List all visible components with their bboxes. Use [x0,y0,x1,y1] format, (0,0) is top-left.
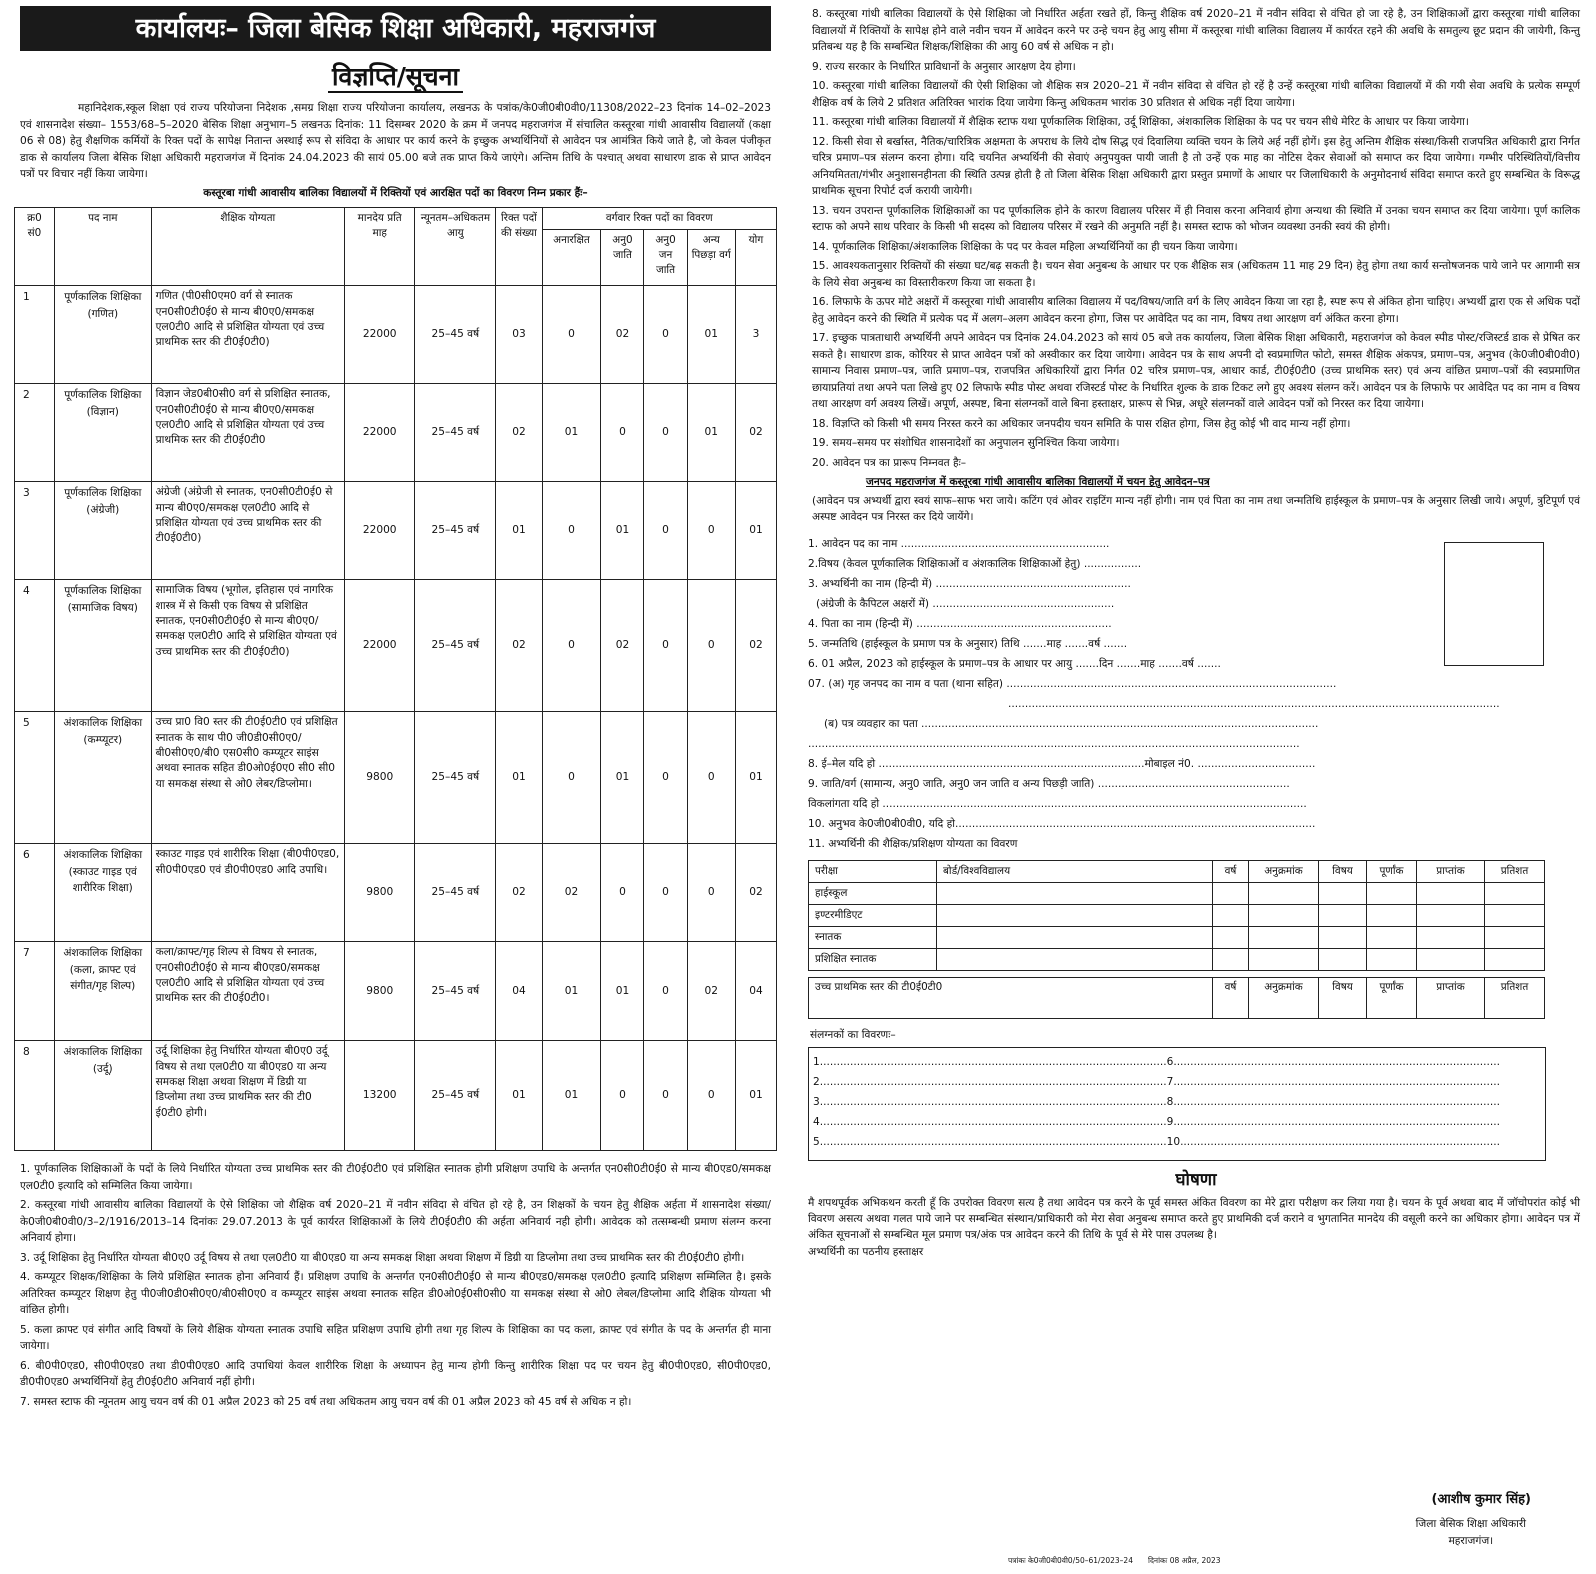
cell-vacancies: 02 [496,844,542,942]
enclosures-label: संलग्नकों का विवरणः– [810,1028,896,1041]
cell-sc: 01 [601,942,644,1041]
tet-table [808,977,1545,1019]
cell-qualification: स्काउट गाइड एवं शारीरिक शिक्षा (बी0पी0एड0, सी0पी0एड0 एवं डी0पी0एड0 आदि उपाधि। [151,844,344,942]
cell-st: 0 [644,286,687,384]
edu-empty-cell [1485,882,1545,904]
cell-vacancies: 04 [496,942,542,1041]
cell-sno: 7 [15,942,55,1041]
header-sc: अनु0 जाति [601,230,644,286]
note-item: 5. कला क्राफ्ट एवं संगीत आदि विषयों के लिये शैक्षिक योग्यता स्नातक उपाधि सहित प्रशिक्षण उपाधि होगी तथा गृह शिल्प के शिक्षिका का पद कला, क्राफ्ट एवं संगीत के पद के अन्तर्गत ही माना जायेगा। [20,1323,771,1353]
cell-unreserved: 01 [542,942,601,1041]
edu-empty-cell [1249,904,1319,926]
form-field: 5. जन्मतिथि (हाईस्कूल के प्रमाण पत्र के अनुसार) तिथि .......माह .......वर्ष ....... [808,637,1128,650]
tet-header-cell: पूर्णांक [1367,977,1417,1018]
intro-paragraph: महानिदेशक,स्कूल शिक्षा एवं राज्य परियोजना निदेशक ,समग्र शिक्षा राज्य परियोजना कार्यालय, लखनऊ के पत्रांक/के0जी0बी0वी0/11308/2022–23 दिनांक 14–02–2023 एवं शासनादेश संख्या– 1553/68–5–2020 बेसिक शिक्षा अनुभाग–5 लखनऊ दिनांक: 11 दिसम्बर 2020 के क्रम में जनपद महराजगंज में संचालित कस्तूरबा गांधी आवासीय विद्यालयों (कक्षा 06 से 08) हेतु शैक्षणिक कर्मियों के रिक्त पदों के सापेक्ष नितान्त अस्थाई रूप से संविदा के आधार पर कार्य करने के इच्छुक अभ्यर्थिनियों से आवेदन पत्र आमंत्रित किये जाते है, जो केवल पंजीकृत डाक से कार्यालय जिला बेसिक शिक्षा अधिकारी महराजगंज में दिनांक 24.04.2023 की सायं 05.00 बजे तक प्राप्त किये जाएंगे। अन्तिम तिथि के पश्चात् अथवा साधारण डाक से प्राप्त आवेदन पत्रों पर विचार नहीं किया जायेगा। [20,102,771,181]
note-item: 2. कस्तूरबा गांधी आवासीय बालिका विद्यालयों के ऐसे शिक्षिका जो शैक्षिक वर्ष 2020–21 में नवीन संविदा से वंचित हो रहे है, उन शिक्षकों के चयन हेतु शैक्षिक अर्हता में शासनादेश संख्या/के0जी0बी0वी0/3–2/1916/2013–14 दिनांकः 29.07.2013 के पूर्व कार्यरत शिक्षिकाओं के लिये टी0ई0टी0 की अर्हता अनिवार्य नही होगी। आवेदक को तत्सम्बन्धी प्रमाण संलग्न करना अनिवार्य होगा। [20,1199,771,1245]
header-honorarium: मानदेय प्रति माह [345,208,415,286]
edu-header-cell: बोर्ड/विश्वविद्यालय [937,860,1213,882]
edu-header-cell: प्रतिशत [1485,860,1545,882]
form-field: (ब) पत्र व्यवहार का पता ...................................................................................................................... [824,717,1319,730]
cell-unreserved: 0 [542,712,601,844]
signatory-name: (आशीष कुमार सिंह) [1431,1492,1531,1507]
cell-age: 25–45 वर्ष [415,482,496,580]
cell-total: 02 [735,844,776,942]
edu-header-cell: परीक्षा [809,860,937,882]
cell-obc: 02 [687,942,735,1041]
cell-unreserved: 0 [542,580,601,712]
table-row [15,384,777,482]
edu-empty-cell [1367,904,1417,926]
reference-date: दिनांकः 08 अप्रैल, 2023 [1148,1556,1221,1565]
cell-sno: 8 [15,1041,55,1151]
cell-honorarium: 22000 [345,384,415,482]
rule-item: 18. विज्ञप्ति को किसी भी समय निरस्त करने का अधिकार जनपदीय चयन समिति के पास रक्षित होगा, जिस हेतु कोई भी वाद मान्य नहीं होगा। [812,417,1351,430]
enclosure-line: 5.......................................................................................................10............................................................................................... [813,1136,1500,1149]
right-column [808,6,1584,1260]
rule-item: 17. इच्छुक पात्रताधारी अभ्यर्थिनी अपने आवेदन पत्र दिनांक 24.04.2023 को सायं 05 बजे तक कार्यालय, जिला बेसिक शिक्षा अधिकारी, महराजगंज को केवल स्पीड पोस्ट/रजिस्टर्ड डाक से प्रेषित कर सकते है। साधारण डाक, कोरियर से प्राप्त आवेदन पत्रों को अस्वीकार कर दिया जायेगा। आवेदन पत्र के साथ अपनी दो स्वप्रमाणित फोटो, समस्त शैक्षिक अंकपत्र, प्रमाण–पत्र, अनुभव (के0जी0बी0वी0) सामान्य निवास प्रमाण–पत्र, जाति प्रमाण–पत्र, राजपत्रित अधिकारियों द्वारा निर्गत 02 चरित्र प्रमाण–पत्र, आधार कार्ड, टी0ई0टी0 (उच्च प्राथमिक स्तर) एवं अन्य वांछित प्रमाण–पत्रों की स्वप्रमाणित छायाप्रतियां तथा अपने पता लिखे हुए 02 लिफाफे स्पीड पोस्ट अथवा रजिस्टर्ड पोस्ट के निर्धारित शुल्क के डाक टिकट लगे हुए अवश्य संलग्न करें। आवेदन पत्र के लिफाफे पर आवेदित पद का नाम व विषय तथा आरक्षण वर्ग अवश्य लिखें। अपूर्ण, अस्पष्ट, बिना संलग्नकों वाले बिना हस्ताक्षर, प्रारूप से भिन्न, अधूरे संलग्नकों वाले आवेदन पत्रों को निरस्त कर दिया जायेगा। [812,332,1580,411]
tet-header-cell: प्राप्तांक [1417,977,1485,1018]
edu-header-cell: अनुक्रमांक [1249,860,1319,882]
header-post: पद नाम [54,208,151,286]
cell-sc: 01 [601,712,644,844]
table-row [15,286,777,384]
cell-total: 01 [735,712,776,844]
cell-post: अंशकालिक शिक्षिका (उर्दू) [54,1041,151,1151]
rule-item: 8. कस्तूरबा गांधी बालिका विद्यालयों के ऐसे शिक्षिका जो निर्धारित अर्हता रखते हों, किन्तु शैक्षिक वर्ष 2020–21 में नवीन संविदा से वंचित हो जा रहे है, उन शिक्षिकाओं द्वारा कस्तूरबा गांधी बालिका विद्यालयों में रिक्तियों के सापेक्ष होने वाले नवीन चयन में आवेदन करने पर उन्हे चयन हेतु आयु सीमा में कस्तूरबा गांधी बालिका विद्यालय में कार्यरत रहने की अवधि के समतुल्य छूट प्रदान की जायेगी, किन्तु प्रतिबन्ध यह है कि सम्बन्धित शिक्षक/शिक्षिका की आयु 60 वर्ष से अधिक न हो। [812,8,1580,54]
edu-empty-cell [1319,904,1367,926]
cell-unreserved: 01 [542,384,601,482]
cell-st: 0 [644,384,687,482]
cell-total: 02 [735,580,776,712]
edu-empty-cell [1319,882,1367,904]
cell-qualification: उर्दू शिक्षिका हेतु निर्धारित योग्यता बी0ए0 उर्दू विषय से तथा एल0टी0 या बी0एड0 या अन्य समकक्ष शिक्षा अथवा शिक्षण में डिग्री या डिप्लोमा तथा उच्च प्राथमिक स्तर की टी0 ई0टी0 होगी। [151,1041,344,1151]
form-field: 1. आवेदन पद का नाम .............................................................. [808,537,1110,550]
cell-sno: 3 [15,482,55,580]
cell-sc: 02 [601,286,644,384]
edu-header-cell: पूर्णांक [1367,860,1417,882]
cell-sc: 0 [601,844,644,942]
cell-honorarium: 9800 [345,844,415,942]
cell-obc: 01 [687,384,735,482]
cell-sc: 02 [601,580,644,712]
edu-exam-cell: प्रशिक्षित स्नातक [809,948,937,970]
edu-empty-cell [937,904,1213,926]
cell-obc: 0 [687,580,735,712]
rule-item: 13. चयन उपरान्त पूर्णकालिक शिक्षिकाओं का पद पूर्णकालिक होने के कारण विद्यालय परिसर में ही निवास करना अनिवार्य होगा अन्यथा की स्थिति में उनका चयन समाप्त कर दिया जायेगा। पूर्ण कालिक स्टाफ को अपने साथ परिवार के किसी भी सदस्य को विद्यालय परिसर में रखने की अनुमति नहीं है। समस्त स्टाफ को भोजन व्यवस्था उनकी स्वयं की होगी। [812,204,1580,234]
edu-empty-cell [1485,926,1545,948]
edu-header-cell: वर्ष [1213,860,1249,882]
note-item: 7. समस्त स्टाफ की न्यूनतम आयु चयन वर्ष की 01 अप्रैल 2023 को 25 वर्ष तथा अधिकतम आयु चयन वर्ष की 01 अप्रैल 2023 को 45 वर्ष से अधिक न हो। [20,1395,632,1408]
tet-header-cell: वर्ष [1213,977,1249,1018]
cell-st: 0 [644,482,687,580]
cell-post: अंशकालिक शिक्षिका (स्काउट गाइड एवं शारीरिक शिक्षा) [54,844,151,942]
office-banner: कार्यालयः– जिला बेसिक शिक्षा अधिकारी, महराजगंज [20,6,771,51]
edu-row [809,904,1545,926]
cell-vacancies: 02 [496,580,542,712]
form-note: (आवेदन पत्र अभ्यर्थी द्वारा स्वयं साफ–साफ भरा जाये। कटिंग एवं ओवर राइटिंग मान्य नहीं होगी। नाम एवं पिता का नाम तथा जन्मतिथि हाईस्कूल के प्रमाण–पत्र के अनुसार लिखी जाये। अपूर्ण, त्रुटिपूर्ण एवं अस्पष्ट आवेदन पत्र निरस्त कर दिये जायेंगे। [812,494,1580,524]
rule-item: 10. कस्तूरबा गांधी बालिका विद्यालयों की ऐसी शिक्षिका जो शैक्षिक सत्र 2020–21 में नवीन संविदा से वंचित हो रहें है उन्हें कस्तूरबा गांधी बालिका विद्यालयों में की गयी सेवा अवधि के प्रत्येक सम्पूर्ण शैक्षिक वर्ष के लिये 2 प्रतिशत अतिरिक्त भारांक दिया जायेगा किन्तु अधिकतम भारांक 30 प्रतिशत से अधिक नहीं दिया जायेगा। [812,80,1580,109]
cell-qualification: उच्च प्रा0 वि0 स्तर की टी0ई0टी0 एवं प्रशिक्षित स्नातक के साथ पी0 जी0डी0सी0ए0/बी0सी0ए0/बी0 एस0सी0 कम्प्यूटर साइंस अथवा स्नातक सहित डी0ओ0ई0ए0 सी0 सी0 या समकक्ष संस्था से ओ0 लेबर/डिप्लोमा। [151,712,344,844]
table-row [15,1041,777,1151]
cell-obc: 0 [687,844,735,942]
cell-post: पूर्णकालिक शिक्षिका (गणित) [54,286,151,384]
edu-header-cell: विषय [1319,860,1367,882]
edu-row [809,948,1545,970]
cell-age: 25–45 वर्ष [415,384,496,482]
designation-line2: महराजगंज। [1448,1534,1494,1547]
signature-label: अभ्यर्थिनी का पठनीय हस्ताक्षर [808,1245,924,1258]
declaration-title: घोषणा [1175,1170,1217,1191]
cell-sno: 4 [15,580,55,712]
left-column [14,6,777,1413]
edu-empty-cell [937,926,1213,948]
cell-sno: 6 [15,844,55,942]
cell-post: पूर्णकालिक शिक्षिका (अंग्रेजी) [54,482,151,580]
header-st: अनु0 जन जाति [644,230,687,286]
cell-honorarium: 22000 [345,286,415,384]
edu-empty-cell [1213,882,1249,904]
form-title: जनपद महराजगंज में कस्तूरबा गांधी आवासीय बालिका विद्यालयों में चयन हेतु आवेदन–पत्र [866,476,1210,489]
enclosure-line: 2.......................................................................................................7................................................................................................. [813,1076,1500,1089]
cell-obc: 0 [687,482,735,580]
note-item: 6. बी0पी0एड0, सी0पी0एड0 तथा डी0पी0एड0 आदि उपाधियां केवल शारीरिक शिक्षा के अध्यापन हेतु मान्य होगी किन्तु शारीरिक शिक्षा पद पर चयन हेतु बी0पी0एड0, सी0पी0एड0, डी0पी0एड0 अभ्यर्थिनियों हेतु टी0ई0टी0 अनिवार्य नहीं होगी। [20,1359,771,1389]
cell-st: 0 [644,942,687,1041]
note-item: 4. कम्प्यूटर शिक्षक/शिक्षिका के लिये प्रशिक्षित स्नातक होना अनिवार्य हैं। प्रशिक्षण उपाधि के अन्तर्गत एन0सी0टी0ई0 से मान्य बी0एड0/समकक्ष एल0टी0 इत्यादि प्रशिक्षण सम्मिलित है। इसके अतिरिक्त कम्प्यूटर शिक्षण हेतु पी0जी0डी0सी0ए0/बी0सी0ए0 व कम्प्यूटर साइंस अथवा स्नातक सहित डी0ओ0ई0सी0सी0 या समकक्ष संस्था से ओ0 लेबल/डिप्लोमा आदि शैक्षिक योग्यता भी वांछित होगी। [20,1271,771,1317]
edu-empty-cell [1367,926,1417,948]
cell-honorarium: 13200 [345,1041,415,1151]
cell-post: अंशकालिक शिक्षिका (कम्प्यूटर) [54,712,151,844]
header-obc: अन्य पिछड़ा वर्ग [687,230,735,286]
header-qualification: शैक्षिक योग्यता [151,208,344,286]
notice-title-wrap [14,57,777,96]
note-item: 3. उर्दू शिक्षिका हेतु निर्धारित योग्यता बी0ए0 उर्दू विषय से तथा एल0टी0 या बी0एड0 या अन्य समकक्ष शिक्षा अथवा शिक्षण में डिग्री या डिप्लोमा तथा उच्च प्राथमिक स्तर की टी0ई0टी0 होगी। [20,1251,745,1264]
edu-empty-cell [1249,882,1319,904]
cell-total: 01 [735,482,776,580]
cell-age: 25–45 वर्ष [415,844,496,942]
cell-qualification: अंग्रेजी (अंग्रेजी से स्नातक, एन0सी0टी0ई0 से मान्य बी0ए0/समकक्ष एल0टी0 आदि से प्रशिक्षित योग्यता एवं उच्च प्राथमिक स्तर की टी0ई0टी0) [151,482,344,580]
edu-empty-cell [1485,948,1545,970]
cell-qualification: गणित (पी0सी0एम0 वर्ग से स्नातक एन0सी0टी0ई0 से मान्य बी0ए0/समकक्ष एल0टी0 आदि से प्रशिक्षित योग्यता एवं उच्च प्राथमिक स्तर की टी0ई0टी0) [151,286,344,384]
enclosures-box [808,1047,1546,1161]
photo-box [1444,542,1544,666]
cell-total: 3 [735,286,776,384]
cell-honorarium: 9800 [345,942,415,1041]
rule-item: 14. पूर्णकालिक शिक्षिका/अंशकालिक शिक्षिका के पद पर केवल महिला अभ्यर्थिनियों का ही चयन किया जायेगा। [812,240,1238,253]
table-row [15,712,777,844]
vacancy-table [14,207,777,1151]
edu-empty-cell [1485,904,1545,926]
edu-header-row [809,860,1545,882]
tet-row [809,977,1545,1018]
cell-honorarium: 22000 [345,482,415,580]
cell-age: 25–45 वर्ष [415,942,496,1041]
form-field: .................................................................................................................................................. [1008,697,1500,710]
cell-vacancies: 01 [496,1041,542,1151]
cell-obc: 0 [687,1041,735,1151]
header-unreserved: अनारक्षित [542,230,601,286]
form-field: 6. 01 अप्रैल, 2023 को हाईस्कूल के प्रमाण–पत्र के आधार पर आयु .......दिन .......माह .......वर्ष ....... [808,657,1221,670]
education-table [808,860,1545,971]
table-row [15,580,777,712]
form-field: 8. ई–मेल यदि हो ...............................................................................मोबाइल नं0. ................................... [808,757,1316,770]
cell-qualification: सामाजिक विषय (भूगोल, इतिहास एवं नागरिक शास्त्र में से किसी एक विषय से प्रशिक्षित स्नातक, एन0सी0टी0ई0 से मान्य बी0ए0/समकक्ष एल0टी0 आदि से प्रशिक्षित योग्यता एवं उच्च प्राथमिक स्तर की टी0ई0टी0) [151,580,344,712]
edu-exam-cell: स्नातक [809,926,937,948]
cell-total: 01 [735,1041,776,1151]
reference-letter-no: पत्रांकः के0जी0बी0वी0/50–61/2023–24 [1008,1556,1133,1565]
rule-item: 20. आवेदन पत्र का प्रारूप निम्नवत हैः– [812,456,967,469]
table-caption: कस्तूरबा गांधी आवासीय बालिका विद्यालयों में रिक्तियों एवं आरक्षित पदों का विवरण निम्न प्रकार हैंः– [203,186,588,199]
cell-sno: 5 [15,712,55,844]
edu-empty-cell [1417,882,1485,904]
rule-item: 9. राज्य सरकार के निर्धारित प्राविधानों के अनुसार आरक्षण देय होगा। [812,60,1076,73]
cell-age: 25–45 वर्ष [415,580,496,712]
edu-empty-cell [1213,926,1249,948]
edu-header-cell: प्राप्तांक [1417,860,1485,882]
cell-vacancies: 01 [496,482,542,580]
edu-empty-cell [1367,882,1417,904]
form-fields [808,536,1584,856]
form-field: 4. पिता का नाम (हिन्दी में) .......................................................... [808,617,1112,630]
tet-header-cell: अनुक्रमांक [1249,977,1319,1018]
edu-empty-cell [1319,948,1367,970]
designation-line1: जिला बेसिक शिक्षा अधिकारी [1415,1518,1526,1530]
form-field: 11. अभ्यर्थिनी की शैक्षिक/प्रशिक्षण योग्यता का विवरण [808,837,1018,850]
enclosure-line: 4.......................................................................................................9................................................................................................. [813,1116,1500,1129]
edu-empty-cell [1417,926,1485,948]
cell-sno: 1 [15,286,55,384]
tet-header-cell: प्रतिशत [1485,977,1545,1018]
cell-sc: 0 [601,1041,644,1151]
signatory-designation [1416,1516,1526,1549]
notes-right [808,6,1584,471]
tet-label: उच्च प्राथमिक स्तर की टी0ई0टी0 [809,977,1213,1018]
header-age: न्यूनतम–अधिकतम आयु [415,208,496,286]
cell-vacancies: 01 [496,712,542,844]
edu-empty-cell [1249,948,1319,970]
edu-empty-cell [1367,948,1417,970]
cell-qualification: विज्ञान जेड0बी0सी0 वर्ग से प्रशिक्षित स्नातक, एन0सी0टी0ई0 से मान्य बी0ए0/समकक्ष एल0टी0 आदि से प्रशिक्षित योग्यता एवं उच्च प्राथमिक स्तर की टी0ई0टी0 [151,384,344,482]
cell-st: 0 [644,712,687,844]
notice-title: विज्ञप्ति/सूचना [328,62,463,93]
cell-vacancies: 03 [496,286,542,384]
cell-sno: 2 [15,384,55,482]
edu-empty-cell [1417,904,1485,926]
edu-empty-cell [1213,948,1249,970]
cell-unreserved: 01 [542,1041,601,1151]
header-total: योग [735,230,776,286]
form-field: 3. अभ्यर्थिनी का नाम (हिन्दी में) .......................................................... [808,577,1131,590]
tet-header-cell: विषय [1319,977,1367,1018]
form-field: (अंग्रेजी के कैपिटल अक्षरों में) ...................................................... [816,597,1115,610]
cell-unreserved: 02 [542,844,601,942]
declaration-text: मै शपथपूर्वक अभिकथन करती हूँ कि उपरोक्त विवरण सत्य है तथा आवेदन पत्र करने के पूर्व समस्त अंकित विवरण का मेरे द्वारा परीक्षण कर लिया गया है। चयन के पूर्व अथवा बाद में जॉचोपरांत कोई भी विवरण असत्य अथवा गलत पाये जाने पर सम्बन्धित संस्थान/प्राधिकारी को मेरा सेवा अनुबन्ध समाप्त करते हुए प्राथमिकी दर्ज कराने व भुगतानित मानदेय की वसूली करने का अधिकार होगा। आवेदन पत्र में अंकित सूचनाओं से सम्बन्धित मूल प्रमाण पत्र/अंक पत्र आवेदन करने की तिथि के पूर्व से मेरे पास उपलब्ध है। [808,1196,1580,1241]
cell-obc: 0 [687,712,735,844]
table-row [15,844,777,942]
edu-exam-cell: हाईस्कूल [809,882,937,904]
cell-age: 25–45 वर्ष [415,286,496,384]
cell-post: पूर्णकालिक शिक्षिका (विज्ञान) [54,384,151,482]
form-field: 07. (अ) गृह जनपद का नाम व पता (थाना सहित) .................................................................................................. [808,677,1337,690]
rule-item: 19. समय–समय पर संशोधित शासनादेशों का अनुपालन सुनिश्चित किया जायेगा। [812,437,1120,450]
edu-empty-cell [1249,926,1319,948]
cell-post: अंशकालिक शिक्षिका (कला, क्राफ्ट एवं संगीत/गृह शिल्प) [54,942,151,1041]
rule-item: 12. किसी सेवा से बर्खास्त, नैतिक/चारित्रिक अक्षमता के अपराध के लिये दोष सिद्ध एवं दिवालिया व्यक्ति चयन के लिये अर्ह नहीं होगें। इस हेतु अन्तिम शैक्षिक संस्था/किसी राजपत्रित अधिकारी द्वारा निर्गत चरित्र प्रमाण–पत्र संलग्न करना होगा। यदि चयनित अभ्यर्थिनी की सेवाएं अनुपयुक्त पायी जाती है तो उन्हें एक माह का नोटिस देकर सेवाओं को समाप्त कर दिया जायेगा। गम्भीर परिस्थितियों/वित्तीय अनियमितता/गंभीर अनुशासनहीनता की स्थिति उत्पन्न होती है तो जिला बेसिक शिक्षा अधिकारी द्वारा प्रस्तुत प्रमाणों के आधार पर जिलाधिकारी के अनुमोदनार्थ संविदा समाप्त करते हुए सम्बन्धित के विरूद्ध प्राथमिक सूचना रिपोर्ट दर्ज करायी जायेगी। [812,135,1580,198]
cell-total: 02 [735,384,776,482]
note-item: 1. पूर्णकालिक शिक्षिकाओं के पदों के लिये निर्धारित योग्यता उच्च प्राथमिक स्तर की टी0ई0टी0 एवं प्रशिक्षित स्नातक होगी प्रशिक्षण उपाधि के अन्तर्गत एन0सी0टी0ई0 से मान्य बी0एड0/समकक्ष एल0टी0 इत्यादि को सम्मिलित किया जायेगा। [20,1163,771,1192]
notes-left [14,1161,777,1410]
cell-age: 25–45 वर्ष [415,1041,496,1151]
edu-empty-cell [1417,948,1485,970]
cell-sc: 01 [601,482,644,580]
rule-item: 11. कस्तूरबा गांधी बालिका विद्यालयों में शैक्षिक स्टाफ यथा पूर्णकालिक शिक्षिका, उर्दू शिक्षिका, अंशकालिक शिक्षिका के पद पर चयन सीधे मेरिट के आधार पर किया जायेगा। [812,116,1469,129]
form-field: 2.विषय (केवल पूर्णकालिक शिक्षिकाओं व अंशकालिक शिक्षिकाओं हेतु) ................. [808,557,1142,570]
cell-obc: 01 [687,286,735,384]
enclosure-line: 1.......................................................................................................6................................................................................................. [813,1056,1500,1069]
edu-exam-cell: इण्टरमीडिएट [809,904,937,926]
header-vacancies: रिक्त पदों की संख्या [496,208,542,286]
cell-vacancies: 02 [496,384,542,482]
form-field: 10. अनुभव के0जी0बी0वी0, यदि हो........................................................................................................... [808,817,1316,830]
cell-st: 0 [644,1041,687,1151]
edu-row [809,882,1545,904]
edu-empty-cell [1319,926,1367,948]
enclosure-line: 3.......................................................................................................8................................................................................................. [813,1096,1500,1109]
form-field: .................................................................................................................................................. [808,737,1300,750]
rule-item: 15. आवश्यकतानुसार रिक्तियों की संख्या घट/बढ़ सकती है। चयन सेवा अनुबन्ध के आधार पर एक शैक्षिक सत्र (अधिकतम 11 माह 29 दिन) हेतु होगा तथा कार्य सन्तोषजनक पाये जाने पर आगामी सत्र के लिये सेवा अनुबन्ध का विस्तारीकरण किया जा सकता है। [812,260,1580,289]
edu-empty-cell [937,882,1213,904]
cell-unreserved: 0 [542,286,601,384]
form-field: विकलांगता यदि हो .............................................................................................................................. [808,797,1307,810]
cell-honorarium: 9800 [345,712,415,844]
header-category-group: वर्गवार रिक्त पदों का विवरण [542,208,776,230]
rule-item: 16. लिफाफे के ऊपर मोटे अक्षरों में कस्तूरबा गांधी आवासीय बालिका विद्यालय में पद/विषय/जाति वर्ग के लिए आवेदन किया जा रहा है, स्पष्ट रूप से अंकित होना चाहिए। अभ्यर्थी द्वारा एक से अधिक पदों हेतु आवेदन करने की स्थिति में प्रत्येक पद में अलग–अलग आवेदन करना होगा, जिस पर आवेदित पद का नाम, विषय तथा आरक्षण वर्ग अंकित करना होगा। [812,296,1580,325]
edu-row [809,926,1545,948]
form-field: 9. जाति/वर्ग (सामान्य, अनु0 जाति, अनु0 जन जाति व अन्य पिछड़ी जाति) ......................................................... [808,777,1290,790]
table-row [15,482,777,580]
cell-qualification: कला/क्राफ्ट/गृह शिल्प से विषय से स्नातक, एन0सी0टी0ई0 से मान्य बी0एड0/समकक्ष एल0टी0 आदि से प्रशिक्षित योग्यता एवं उच्च प्राथमिक स्तर की टी0ई0टी0। [151,942,344,1041]
cell-unreserved: 0 [542,482,601,580]
cell-total: 04 [735,942,776,1041]
cell-sc: 0 [601,384,644,482]
table-row [15,942,777,1041]
cell-age: 25–45 वर्ष [415,712,496,844]
header-sno: क्र0 सं0 [15,208,55,286]
cell-honorarium: 22000 [345,580,415,712]
cell-st: 0 [644,580,687,712]
cell-post: पूर्णकालिक शिक्षिका (सामाजिक विषय) [54,580,151,712]
cell-st: 0 [644,844,687,942]
edu-empty-cell [937,948,1213,970]
edu-empty-cell [1213,904,1249,926]
